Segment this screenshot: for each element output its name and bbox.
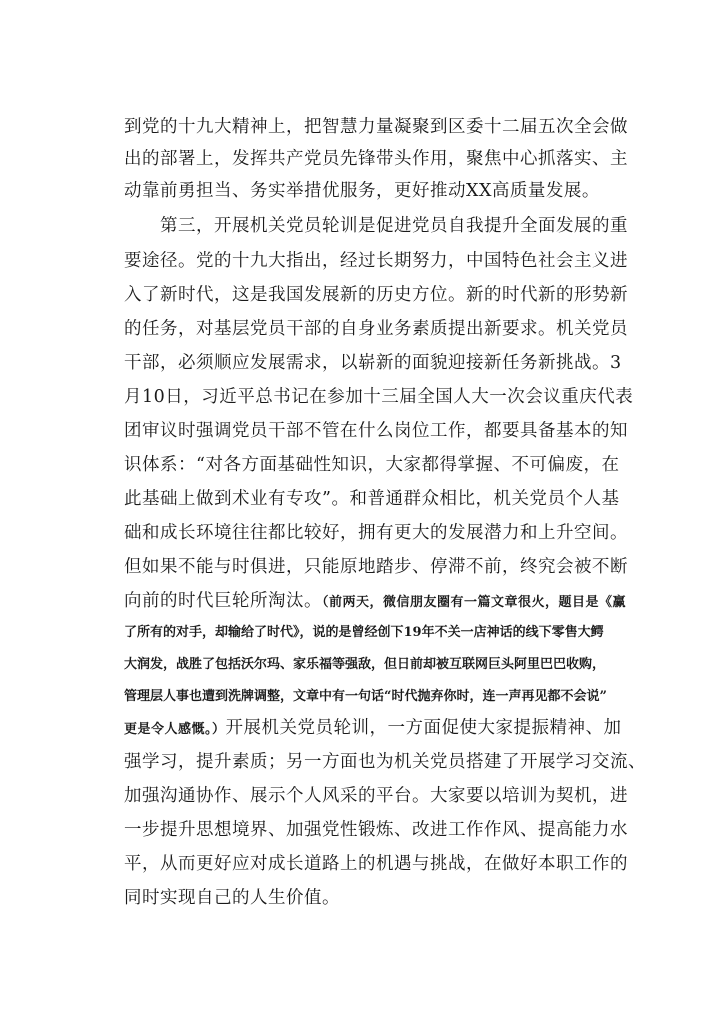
text-line: 一步提升思想境界、加强党性锻炼、改进工作作风、提高能力水 [124,820,628,840]
body-text-run: 向前的时代巨轮所淘汰。 [124,591,322,611]
text-line: 要途径。党的十九大指出，经过长期努力，中国特色社会主义进 [124,251,628,271]
text-line: 到党的十九大精神上，把智慧力量凝聚到区委十二届五次全会做 [124,117,628,137]
text-line: 团审议时强调党员干部不管在什么岗位工作，都要具备基本的知 [124,421,628,441]
annotation-line: 了所有的对手，却输给了时代》，说的是曾经创下19年不关一店神话的线下零售大鳄 [124,625,604,640]
annotation-text-run: （前两天，微信朋友圈有一篇文章很火，题目是《赢 [322,595,627,610]
text-line: 干部，必须顺应发展需求，以崭新的面貌迎接新任务新挑战。3 [124,353,622,373]
text-line-mixed [124,591,626,613]
text-line: 动靠前勇担当、务实举措优服务，更好推动XX高质量发展。 [124,181,600,201]
text-line: 识体系：“对各方面基础性知识，大家都得掌握、不可偏废，在 [124,455,620,475]
text-line: 础和成长环境往往都比较好，拥有更大的发展潜力和上升空间。 [124,523,628,543]
text-line: 的任务，对基层党员干部的自身业务素质提出新要求。机关党员 [124,319,628,339]
text-line-mixed [124,718,622,740]
text-line: 第三，开展机关党员轮训是促进党员自我提升全面发展的重 [124,216,628,236]
annotation-line: 大润发，战胜了包括沃尔玛、家乐福等强敌，但日前却被互联网巨头阿里巴巴收购， [124,657,606,672]
text-line: 此基础上做到术业有专攻”。和普通群众相比，机关党员个人基 [124,489,620,509]
text-line: 出的部署上，发挥共产党员先锋带头作用，聚焦中心抓落实、主 [124,149,628,169]
text-line: 加强沟通协作、展示个人风采的平台。大家要以培训为契机，进 [124,786,628,806]
text-line: 平，从而更好应对成长道路上的机遇与挑战，在做好本职工作的 [124,854,628,874]
text-line: 月10日，习近平总书记在参加十三届全国人大一次会议重庆代表 [124,387,634,407]
annotation-line: 管理层人事也遭到洗牌调整，文章中有一句话“时代抛弃你时，连一声再见都不会说” [124,689,607,704]
text-line: 同时实现自己的人生价值。 [124,888,340,908]
text-line: 强学习，提升素质；另一方面也为机关党员搭建了开展学习交流、 [124,752,646,772]
text-line: 但如果不能与时俱进，只能原地踏步、停滞不前，终究会被不断 [124,557,628,577]
text-line: 入了新时代，这是我国发展新的历史方位。新的时代新的形势新 [124,285,628,305]
body-text-run: 开展机关党员轮训，一方面促使大家提振精神、加 [225,718,622,738]
annotation-text-run: 更是令人感慨。） [124,722,226,737]
